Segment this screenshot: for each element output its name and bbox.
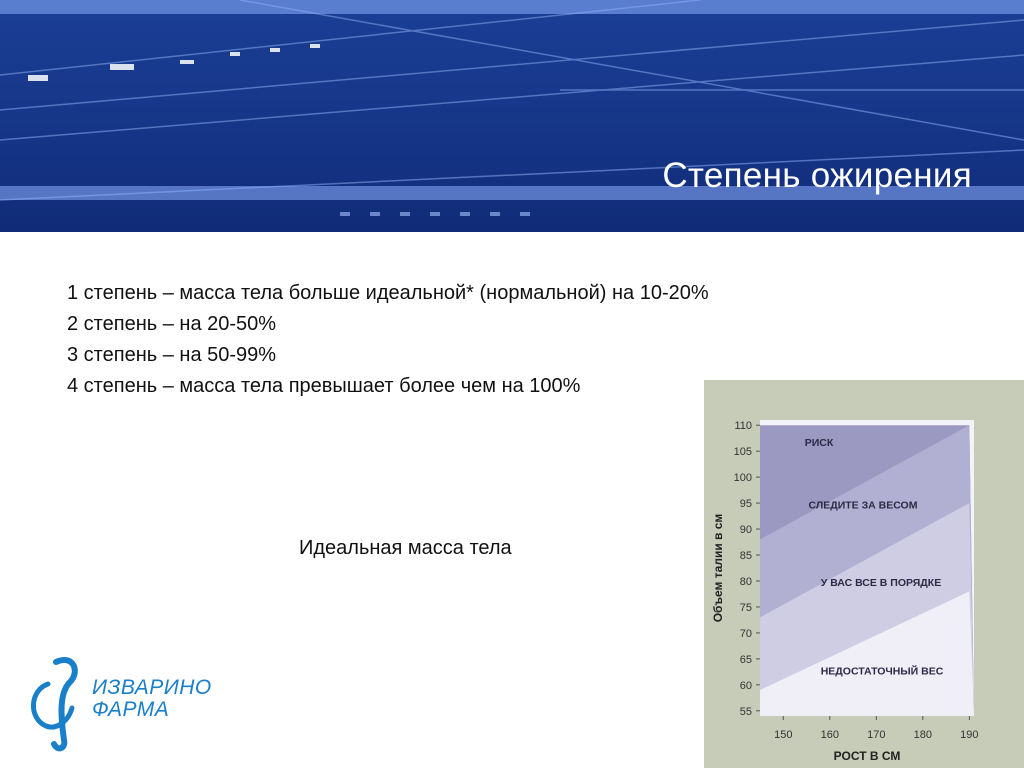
logo-text	[92, 677, 212, 721]
zone-label-0: НЕДОСТАТОЧНЫЙ ВЕС	[820, 665, 944, 678]
x-tick-label-3: 180	[913, 729, 933, 741]
x-tick-label-4: 190	[960, 729, 979, 741]
company-logo	[20, 652, 210, 752]
y-tick-label-10: 105	[733, 446, 752, 459]
logo-line-1: ИЗВАРИНО	[92, 676, 212, 699]
y-tick-label-2: 65	[739, 653, 752, 666]
slide-title: Степень ожирения	[662, 156, 972, 195]
degree-line-2: 2 степень – на 20-50%	[67, 313, 277, 335]
y-tick-label-4: 75	[739, 601, 752, 614]
degree-line-1: 1 степень – масса тела больше идеальной* (нормальной) на 10-20%	[67, 282, 709, 304]
degree-line-3: 3 степень – на 50-99%	[67, 344, 277, 366]
y-tick-label-6: 85	[739, 550, 752, 563]
y-tick-label-5: 80	[739, 575, 752, 588]
header-banner	[0, 0, 1024, 232]
degree-line-4: 4 степень – масса тела превышает более чем на 100%	[67, 375, 581, 397]
x-tick-label-1: 160	[820, 729, 839, 741]
logo-line-2: ФАРМА	[92, 698, 170, 721]
x-tick-label-2: 170	[867, 729, 886, 741]
y-tick-label-3: 70	[739, 627, 752, 640]
waist-height-chart	[704, 380, 1024, 768]
zone-label-3: РИСК	[804, 436, 834, 449]
y-tick-label-1: 60	[739, 679, 752, 692]
y-tick-label-9: 100	[733, 472, 752, 485]
ideal-mass-caption: Идеальная масса тела	[299, 537, 512, 559]
chart-svg	[704, 380, 1024, 768]
x-axis-label: РОСТ В СМ	[833, 749, 901, 763]
obesity-degrees-list	[67, 278, 709, 402]
y-axis-label: Объем талии в см	[711, 513, 725, 623]
x-tick-label-0: 150	[774, 729, 793, 741]
y-tick-label-0: 55	[739, 705, 752, 718]
header-decoration	[0, 0, 1024, 232]
zone-label-2: СЛЕДИТЕ ЗА ВЕСОМ	[808, 499, 918, 512]
zone-label-1: У ВАС ВСЕ В ПОРЯДКЕ	[820, 577, 942, 590]
y-tick-label-8: 95	[739, 498, 752, 511]
y-tick-label-11: 110	[734, 420, 752, 433]
y-tick-label-7: 90	[739, 524, 752, 537]
logo-mark-icon	[20, 652, 90, 752]
